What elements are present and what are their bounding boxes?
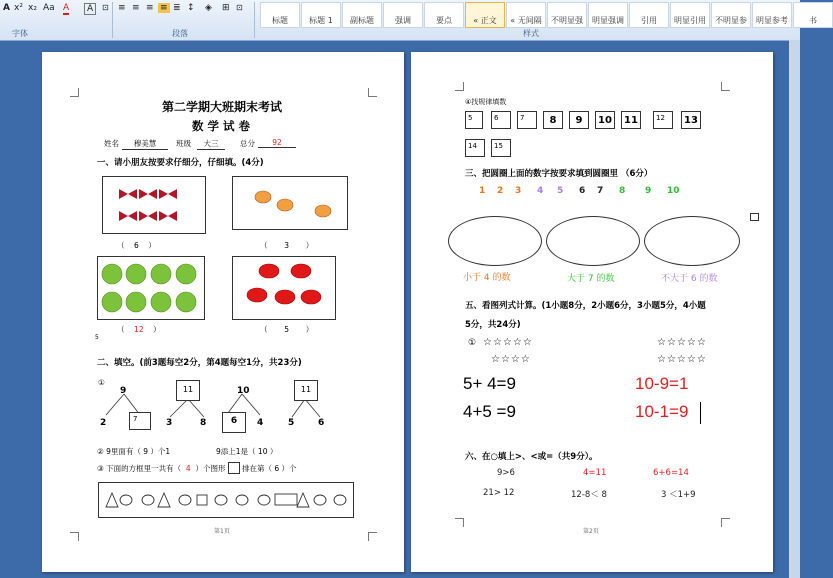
bond-1-right: 7 bbox=[133, 415, 138, 423]
bond-1-top: 9 bbox=[120, 386, 127, 396]
style-label: 不明显参 bbox=[715, 16, 747, 25]
answer-open-paren: （ bbox=[260, 325, 268, 334]
question-2-3-text-a: ③ 下面的方框里一共有（ bbox=[97, 464, 182, 473]
number-0[interactable]: 1 bbox=[479, 186, 486, 196]
style-5[interactable] bbox=[465, 2, 505, 28]
pattern-box-0[interactable]: 5 bbox=[465, 111, 483, 129]
class-field[interactable]: 大三 bbox=[197, 138, 225, 150]
comparison-3[interactable]: 21> 12 bbox=[483, 488, 515, 498]
styles-group-label: 样式 bbox=[523, 29, 539, 38]
number-8[interactable]: 9 bbox=[645, 186, 652, 196]
style-10[interactable] bbox=[670, 2, 710, 28]
page-1-footer: 第1页 bbox=[214, 528, 230, 535]
superscript-button[interactable]: x² bbox=[14, 3, 23, 13]
exam-subtitle: 数 学 试 卷 bbox=[192, 119, 251, 133]
style-label: 引用 bbox=[641, 16, 657, 25]
dialog-launcher-icon[interactable]: ⊡ bbox=[236, 3, 243, 12]
bond-4-top-box[interactable] bbox=[294, 380, 318, 401]
pattern-box-3[interactable]: 8 bbox=[543, 111, 563, 129]
answer-close-paren: ） bbox=[148, 241, 156, 250]
pattern-label: ④找规律填数 bbox=[465, 98, 507, 106]
pattern-box-7[interactable]: 12 bbox=[653, 111, 673, 129]
peppers-illustration bbox=[233, 257, 335, 319]
equation-2[interactable]: 4+5 =9 bbox=[463, 402, 516, 421]
question-2-2: ② 9里面有（ 9 ）个1 bbox=[97, 447, 171, 456]
pattern-box-row2-0[interactable]: 14 bbox=[465, 139, 485, 157]
justify-icon[interactable]: ≡ bbox=[160, 3, 168, 13]
crop-mark bbox=[70, 88, 79, 97]
answer-open-paren: （ bbox=[117, 325, 125, 334]
crop-mark bbox=[368, 532, 377, 541]
question-3-heading: 三、把圆圈上面的数字按要求填到圆圈里 （6分） bbox=[465, 169, 653, 179]
butterflies-illustration bbox=[103, 177, 205, 233]
question-2-2b: 9添上1是（ 10 ） bbox=[216, 447, 278, 456]
question-1-heading: 一、请小朋友按要求仔细分，仔细填。(4分) bbox=[97, 158, 264, 168]
distribute-icon[interactable]: ≣ bbox=[173, 3, 181, 13]
number-9[interactable]: 10 bbox=[667, 186, 680, 196]
ellipse-less-than-4[interactable] bbox=[448, 216, 542, 266]
pattern-box-row2-1[interactable]: 15 bbox=[491, 139, 511, 157]
apples-image bbox=[97, 256, 205, 320]
style-3[interactable] bbox=[383, 2, 423, 28]
name-label: 姓名 bbox=[104, 139, 119, 148]
bond-4-top: 11 bbox=[300, 385, 312, 394]
font-group-label: 字体 bbox=[12, 29, 28, 38]
answer-4[interactable] bbox=[260, 324, 313, 335]
label-not-greater-than-6: 不大于 6 的数 bbox=[661, 274, 718, 284]
number-2[interactable]: 3 bbox=[515, 186, 522, 196]
style-11[interactable] bbox=[711, 2, 751, 28]
bond-2-left: 3 bbox=[166, 418, 173, 428]
circle-shape bbox=[142, 495, 154, 505]
style-7[interactable] bbox=[547, 2, 587, 28]
question-5-heading: 五、看图列式计算。(1小题8分，2小题6分，3小题5分，4小题 bbox=[465, 301, 706, 311]
square-shape bbox=[197, 495, 207, 505]
bold-button[interactable]: A bbox=[3, 3, 10, 13]
shading-icon[interactable]: ◈ bbox=[205, 3, 212, 13]
style-label: « 正文 bbox=[473, 16, 497, 25]
triangle-shape bbox=[158, 493, 170, 507]
answer-1-value: 6 bbox=[134, 241, 139, 250]
bond-3-left-box[interactable] bbox=[222, 412, 246, 433]
group-separator bbox=[112, 2, 113, 38]
align-right-icon[interactable]: ≡ bbox=[146, 3, 154, 13]
borders-icon[interactable]: ⊞ bbox=[222, 3, 230, 13]
score-label: 总分 bbox=[240, 139, 255, 148]
bond-4-right: 6 bbox=[318, 418, 325, 428]
crop-mark bbox=[455, 518, 464, 527]
circle-shape bbox=[215, 495, 227, 505]
comparison-1[interactable]: 4=11 bbox=[583, 468, 607, 478]
change-case-button[interactable]: Aa bbox=[43, 3, 55, 13]
number-7[interactable]: 8 bbox=[619, 186, 626, 196]
bond-3-right: 4 bbox=[257, 418, 264, 428]
crop-mark bbox=[455, 82, 464, 91]
style-label: 强调 bbox=[395, 16, 411, 25]
question-2-3-answer[interactable]: 4 bbox=[185, 464, 191, 473]
stars-group-a1: ☆☆☆☆☆ bbox=[483, 337, 533, 348]
equation-3[interactable]: 10-9=1 bbox=[635, 374, 689, 393]
answer-3-value: 12 bbox=[134, 325, 144, 334]
stars-group-b1: ☆☆☆☆☆ bbox=[657, 337, 707, 348]
bond-3-top: 10 bbox=[237, 386, 250, 396]
page-2-footer: 第2页 bbox=[583, 528, 599, 535]
vertical-scrollbar[interactable] bbox=[789, 40, 800, 578]
text-cursor bbox=[700, 402, 701, 424]
paragraph-group-label: 段落 bbox=[172, 29, 188, 38]
style-label: 书 bbox=[809, 16, 817, 25]
item-marker: ① bbox=[468, 338, 477, 348]
style-9[interactable] bbox=[629, 2, 669, 28]
equation-4[interactable]: 10-1=9 bbox=[635, 402, 689, 421]
comparison-4[interactable]: 12-8＜ 8 bbox=[571, 490, 607, 500]
dialog-launcher-icon[interactable]: ⊡ bbox=[102, 3, 109, 12]
bond-1-right-box[interactable] bbox=[129, 412, 151, 430]
character-border-button[interactable]: A bbox=[84, 3, 96, 15]
answer-1[interactable] bbox=[117, 240, 156, 251]
circle-shape bbox=[236, 495, 248, 505]
crop-mark bbox=[368, 88, 377, 97]
page-2 bbox=[411, 52, 773, 572]
question-2-heading: 二、填空。(前3题每空2分，第4题每空1分，共23分) bbox=[97, 358, 302, 368]
comparison-0[interactable]: 9>6 bbox=[497, 468, 515, 478]
item-marker: ① bbox=[98, 378, 105, 387]
style-label: 副标题 bbox=[350, 16, 374, 25]
fish-illustration bbox=[233, 177, 347, 229]
font-color-button[interactable]: A bbox=[63, 3, 70, 13]
comparison-2[interactable]: 6+6=14 bbox=[653, 468, 689, 478]
pattern-box-5[interactable]: 10 bbox=[595, 111, 615, 129]
subscript-button[interactable]: x₂ bbox=[28, 3, 37, 13]
bond-2-top-box[interactable] bbox=[176, 380, 200, 401]
butterflies-image bbox=[102, 176, 206, 234]
style-13[interactable] bbox=[793, 2, 833, 28]
bond-4-left: 5 bbox=[288, 418, 295, 428]
triangle-shape bbox=[106, 493, 118, 507]
triangle-shape bbox=[297, 493, 309, 507]
name-field[interactable]: 穆美慧 bbox=[122, 138, 168, 150]
apples-illustration bbox=[98, 257, 204, 319]
number-4[interactable]: 5 bbox=[557, 186, 564, 196]
fish-image bbox=[232, 176, 348, 230]
bond-1-left: 2 bbox=[100, 418, 107, 428]
answer-close-paren: ） bbox=[305, 241, 314, 250]
answer-open-paren: （ bbox=[260, 241, 268, 250]
style-6[interactable] bbox=[506, 2, 546, 28]
answer-3[interactable] bbox=[117, 324, 161, 335]
rectangle-shape bbox=[275, 494, 297, 505]
ellipse-greater-than-7[interactable] bbox=[546, 216, 640, 266]
peppers-image bbox=[232, 256, 336, 320]
label-greater-than-7: 大于 7 的数 bbox=[567, 274, 615, 284]
number-6[interactable]: 7 bbox=[597, 186, 604, 196]
answer-4-value: 5 bbox=[284, 325, 289, 334]
circle-shape bbox=[334, 495, 346, 505]
pattern-box-6[interactable]: 11 bbox=[621, 111, 641, 129]
style-4[interactable] bbox=[424, 2, 464, 28]
crop-mark bbox=[721, 518, 730, 527]
number-3[interactable]: 4 bbox=[537, 186, 544, 196]
pattern-box-4[interactable]: 9 bbox=[569, 111, 589, 129]
align-left-icon[interactable]: ≡ bbox=[118, 3, 126, 13]
answer-2[interactable] bbox=[260, 240, 313, 251]
comparison-5[interactable]: 3 ＜1+9 bbox=[661, 490, 696, 500]
label-less-than-4: 小于 4 的数 bbox=[463, 273, 511, 283]
anchor-marker bbox=[750, 213, 759, 221]
number-5[interactable]: 6 bbox=[579, 186, 586, 196]
ellipse-not-greater-than-6[interactable] bbox=[644, 216, 740, 266]
style-8[interactable] bbox=[588, 2, 628, 28]
style-12[interactable] bbox=[752, 2, 792, 28]
style-label: 标题 1 bbox=[309, 16, 333, 25]
line-spacing-icon[interactable]: ↕ bbox=[187, 3, 195, 13]
shapes-row bbox=[99, 483, 353, 517]
question-5-heading-cont: 5分，共24分) bbox=[465, 320, 521, 330]
bond-2-top: 11 bbox=[182, 385, 194, 394]
pattern-box-2[interactable]: 7 bbox=[517, 111, 537, 129]
style-label: 不明显强 bbox=[551, 16, 583, 25]
circle-shape bbox=[314, 495, 326, 505]
bond-3-left: 6 bbox=[230, 416, 238, 426]
question-2-3-text-b: ）个图形 bbox=[195, 464, 226, 473]
circle-shape bbox=[258, 495, 270, 505]
style-2[interactable] bbox=[342, 2, 382, 28]
exam-title: 第二学期大班期末考试 bbox=[162, 100, 283, 114]
align-center-icon[interactable]: ≡ bbox=[132, 3, 140, 13]
square-shape-icon bbox=[228, 462, 240, 474]
style-label: « 无间隔 bbox=[510, 16, 542, 25]
circle-shape bbox=[120, 495, 132, 505]
question-6-heading: 六、在○填上>、<或=（共9分）。 bbox=[465, 452, 598, 462]
style-0[interactable] bbox=[260, 2, 300, 28]
group-separator bbox=[254, 2, 255, 38]
style-label: 明显参考 bbox=[756, 16, 788, 25]
question-2-3 bbox=[97, 463, 225, 474]
page-1 bbox=[42, 52, 404, 572]
stars-group-a2: ☆☆☆☆ bbox=[491, 354, 531, 365]
style-label: 标题 bbox=[272, 16, 288, 25]
pattern-box-8[interactable]: 13 bbox=[681, 111, 701, 129]
style-label: 明显强调 bbox=[592, 16, 624, 25]
style-1[interactable] bbox=[301, 2, 341, 28]
crop-mark bbox=[70, 532, 79, 541]
ribbon bbox=[0, 0, 817, 41]
bond-2-right: 8 bbox=[200, 418, 207, 428]
answer-close-paren: ） bbox=[153, 325, 161, 334]
pattern-box-1[interactable]: 6 bbox=[491, 111, 511, 129]
stars-group-b2: ☆☆☆☆☆ bbox=[657, 354, 707, 365]
circle-shape bbox=[179, 495, 191, 505]
answer-close-paren: ） bbox=[305, 325, 314, 334]
stray-number: 5 bbox=[95, 334, 99, 341]
style-label: 明显引用 bbox=[674, 16, 706, 25]
question-2-3c: 排在第（ 6 ）个 bbox=[242, 464, 297, 473]
style-label: 要点 bbox=[436, 16, 452, 25]
crop-mark bbox=[721, 82, 730, 91]
answer-2-value: 3 bbox=[284, 241, 289, 250]
class-label: 班级 bbox=[176, 139, 191, 148]
number-1[interactable]: 2 bbox=[497, 186, 504, 196]
score-field[interactable]: 92 bbox=[258, 138, 296, 148]
answer-open-paren: （ bbox=[117, 241, 125, 250]
equation-1[interactable]: 5+ 4=9 bbox=[463, 374, 516, 393]
shapes-frame bbox=[98, 482, 354, 518]
